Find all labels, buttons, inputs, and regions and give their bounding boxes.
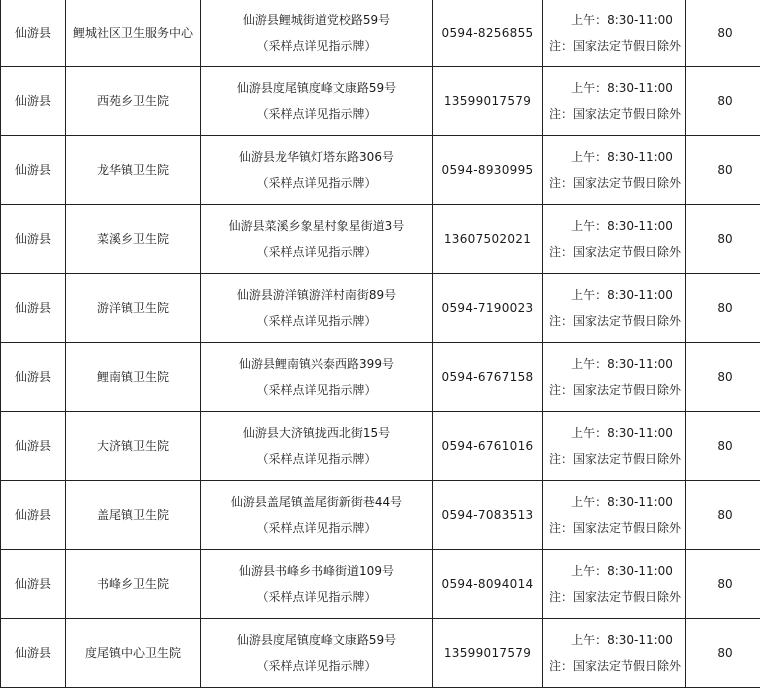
- hours-note: 注：国家法定节假日除外: [548, 521, 681, 535]
- capacity-cell: 80: [686, 0, 760, 67]
- hours-note: 注：国家法定节假日除外: [548, 38, 681, 53]
- address-text: 仙游县游洋镇游洋村南街89号: [236, 288, 397, 302]
- hours-cell: [543, 619, 686, 688]
- capacity-cell: 80: [686, 550, 760, 619]
- county-cell: 仙游县: [1, 343, 66, 412]
- table-row: [1, 619, 760, 688]
- phone-cell: 13607502021: [433, 205, 543, 274]
- capacity-cell: 80: [686, 205, 760, 274]
- facility-name-cell: 菜溪乡卫生院: [66, 205, 201, 274]
- address-text: 仙游县鲤城街道党校路59号: [242, 12, 391, 27]
- address-text: 仙游县书峰乡书峰街道109号: [239, 564, 394, 578]
- hours-note: 注：国家法定节假日除外: [548, 452, 681, 466]
- table-row: [1, 343, 760, 412]
- phone-cell: 0594-6761016: [433, 412, 543, 481]
- facility-name-cell: 盖尾镇卫生院: [66, 481, 201, 550]
- address-cell: [201, 412, 433, 481]
- county-cell: 仙游县: [1, 550, 66, 619]
- phone-cell: 0594-7190023: [433, 274, 543, 343]
- county-cell: 仙游县: [1, 619, 66, 688]
- hours-cell: [543, 550, 686, 619]
- phone-cell: 13599017579: [433, 67, 543, 136]
- county-cell: 仙游县: [1, 67, 66, 136]
- address-text: 仙游县度尾镇度峰文康路59号: [236, 81, 397, 95]
- hours-time: 上午：8:30-11:00: [571, 495, 673, 509]
- county-cell: 仙游县: [1, 136, 66, 205]
- address-cell: [201, 481, 433, 550]
- table-row: [1, 136, 760, 205]
- hours-cell: [543, 274, 686, 343]
- table-row: [1, 274, 760, 343]
- hours-cell: [543, 136, 686, 205]
- hours-time: 上午：8:30-11:00: [571, 219, 673, 233]
- address-note: （采样点详见指示牌）: [256, 176, 377, 190]
- capacity-cell: 80: [686, 343, 760, 412]
- hours-note: 注：国家法定节假日除外: [548, 314, 681, 328]
- address-cell: [201, 274, 433, 343]
- address-note: （采样点详见指示牌）: [256, 452, 377, 466]
- address-note: （采样点详见指示牌）: [256, 383, 377, 397]
- county-cell: 仙游县: [1, 274, 66, 343]
- hours-cell: [543, 205, 686, 274]
- address-text: 仙游县盖尾镇盖尾街新街巷44号: [230, 495, 403, 509]
- county-cell: 仙游县: [1, 412, 66, 481]
- county-cell: 仙游县: [1, 0, 66, 67]
- capacity-cell: 80: [686, 412, 760, 481]
- address-note: （采样点详见指示牌）: [256, 659, 377, 673]
- phone-cell: 0594-7083513: [433, 481, 543, 550]
- hours-time: 上午：8:30-11:00: [571, 426, 673, 440]
- hours-note: 注：国家法定节假日除外: [548, 107, 681, 121]
- hours-cell: [543, 67, 686, 136]
- capacity-cell: 80: [686, 274, 760, 343]
- capacity-cell: 80: [686, 136, 760, 205]
- address-text: 仙游县度尾镇度峰文康路59号: [236, 633, 397, 647]
- facility-name-cell: 书峰乡卫生院: [66, 550, 201, 619]
- hours-cell: [543, 412, 686, 481]
- hours-time: 上午：8:30-11:00: [571, 633, 673, 647]
- table-row: [1, 412, 760, 481]
- hours-note: 注：国家法定节假日除外: [548, 245, 681, 259]
- address-text: 仙游县大济镇拢西北街15号: [242, 426, 391, 440]
- address-cell: [201, 0, 433, 67]
- hours-time: 上午：8:30-11:00: [571, 150, 673, 164]
- facility-name-cell: 大济镇卫生院: [66, 412, 201, 481]
- hours-cell: [543, 0, 686, 67]
- address-cell: [201, 619, 433, 688]
- phone-cell: 0594-8930995: [433, 136, 543, 205]
- phone-cell: 0594-8094014: [433, 550, 543, 619]
- table-row: [1, 205, 760, 274]
- hours-cell: [543, 343, 686, 412]
- address-cell: [201, 550, 433, 619]
- phone-cell: 0594-6767158: [433, 343, 543, 412]
- facility-name-cell: 鲤南镇卫生院: [66, 343, 201, 412]
- capacity-cell: 80: [686, 67, 760, 136]
- phone-cell: 0594-8256855: [433, 0, 543, 67]
- address-note: （采样点详见指示牌）: [256, 38, 377, 53]
- hours-time: 上午：8:30-11:00: [571, 357, 673, 371]
- table-row: [1, 0, 760, 67]
- hours-time: 上午：8:30-11:00: [571, 12, 673, 27]
- address-cell: [201, 67, 433, 136]
- hours-note: 注：国家法定节假日除外: [548, 383, 681, 397]
- hours-time: 上午：8:30-11:00: [571, 81, 673, 95]
- capacity-cell: 80: [686, 481, 760, 550]
- address-note: （采样点详见指示牌）: [256, 314, 377, 328]
- facility-name-cell: 度尾镇中心卫生院: [66, 619, 201, 688]
- hours-note: 注：国家法定节假日除外: [548, 590, 681, 604]
- phone-cell: 13599017579: [433, 619, 543, 688]
- address-cell: [201, 136, 433, 205]
- address-note: （采样点详见指示牌）: [256, 107, 377, 121]
- facility-name-cell: 西苑乡卫生院: [66, 67, 201, 136]
- table-body: [1, 0, 760, 688]
- address-text: 仙游县菜溪乡象星村象星街道3号: [228, 219, 405, 233]
- hours-note: 注：国家法定节假日除外: [548, 176, 681, 190]
- address-note: （采样点详见指示牌）: [256, 590, 377, 604]
- address-text: 仙游县鲤南镇兴泰西路399号: [239, 357, 394, 371]
- hours-note: 注：国家法定节假日除外: [548, 659, 681, 673]
- facility-name-cell: 龙华镇卫生院: [66, 136, 201, 205]
- table-row: [1, 481, 760, 550]
- hours-time: 上午：8:30-11:00: [571, 564, 673, 578]
- address-text: 仙游县龙华镇灯塔东路306号: [239, 150, 394, 164]
- address-cell: [201, 343, 433, 412]
- facility-name-cell: 鲤城社区卫生服务中心: [66, 0, 201, 67]
- address-cell: [201, 205, 433, 274]
- hours-time: 上午：8:30-11:00: [571, 288, 673, 302]
- table-row: [1, 67, 760, 136]
- county-cell: 仙游县: [1, 481, 66, 550]
- table-row: [1, 550, 760, 619]
- address-note: （采样点详见指示牌）: [256, 245, 377, 259]
- capacity-cell: 80: [686, 619, 760, 688]
- facility-name-cell: 游洋镇卫生院: [66, 274, 201, 343]
- hours-cell: [543, 481, 686, 550]
- county-cell: 仙游县: [1, 205, 66, 274]
- address-note: （采样点详见指示牌）: [256, 521, 377, 535]
